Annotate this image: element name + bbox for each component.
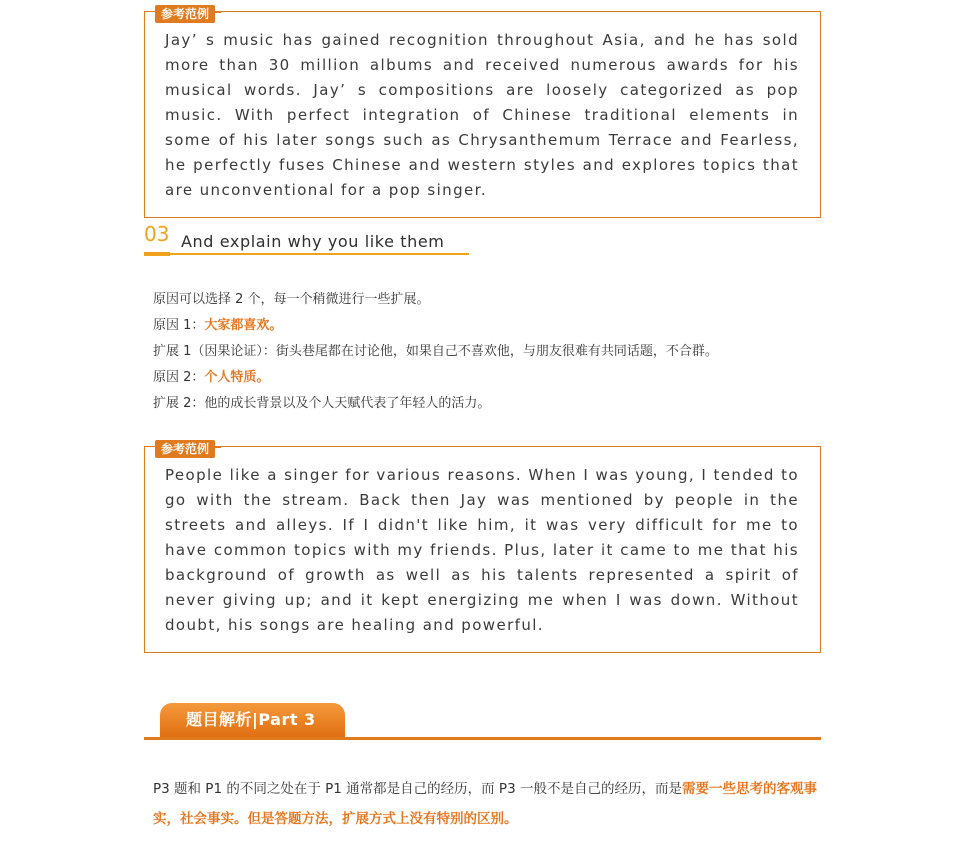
example-tag: 参考范例: [155, 440, 215, 458]
analysis-plain: P3 题和 P1 的不同之处在于 P1 通常都是自己的经历，而 P3 一般不是自己的经历，而是: [153, 781, 682, 797]
expand-2: 扩展 2：他的成长背景以及个人天赋代表了年轻人的活力。: [153, 396, 491, 411]
reason-1: [153, 313, 718, 339]
example-text: Jay’ s music has gained recognition throughout Asia, and he has sold more than 30 million albums and received numerous awards for his musical words. Jay’ s compositions are loosely categorized as pop music. With perfect integration of Chinese traditional elements in some of his later songs such as Chrysanthemum Terrace and Fearless, he perfectly fuses Chinese and western styles and explores topics that are unconventional for a pop singer.: [165, 31, 799, 199]
section-title: And explain why you like them: [181, 232, 445, 251]
example-box-2: [144, 442, 821, 653]
section-heading: [144, 222, 469, 258]
notes-intro: 原因可以选择 2 个，每一个稍微进行一些扩展。: [153, 292, 430, 307]
part-underline: [144, 737, 821, 740]
section-number: 03: [144, 222, 170, 246]
section-underline-accent: [144, 252, 170, 256]
part-heading: [144, 703, 821, 740]
reason-2: [153, 365, 718, 391]
example-text: People like a singer for various reasons. When I was young, I tended to go with the stream. Back then Jay was mentioned by people in the streets and alleys. If I didn't like him, it was very difficult for me to have common topics with my friends. Plus, later it came to me that his background of growth as well as his talents represented a spirit of never giving up; and it kept energizing me when I was down. Without doubt, his songs are healing and powerful.: [165, 466, 799, 634]
reason-notes: [153, 287, 718, 417]
expand-1: 扩展 1（因果论证）：街头巷尾都在讨论他，如果自己不喜欢他，与朋友很难有共同话题，不合群。: [153, 344, 718, 359]
analysis-highlight: 需要一些思考的客观事实，社会事实。但是答题方法，扩展方式上没有特别的区别。: [153, 781, 817, 827]
example-tag: 参考范例: [155, 5, 215, 23]
reason-2-label: 原因 2：: [153, 370, 205, 385]
reason-1-label: 原因 1：: [153, 318, 205, 333]
part-title: 题目解析|Part 3: [160, 703, 345, 737]
section-underline: [144, 253, 469, 255]
reason-2-value: 个人特质。: [204, 370, 270, 385]
reason-1-value: 大家都喜欢。: [204, 318, 283, 333]
example-box-1: [144, 7, 821, 218]
analysis-text: [153, 774, 818, 834]
